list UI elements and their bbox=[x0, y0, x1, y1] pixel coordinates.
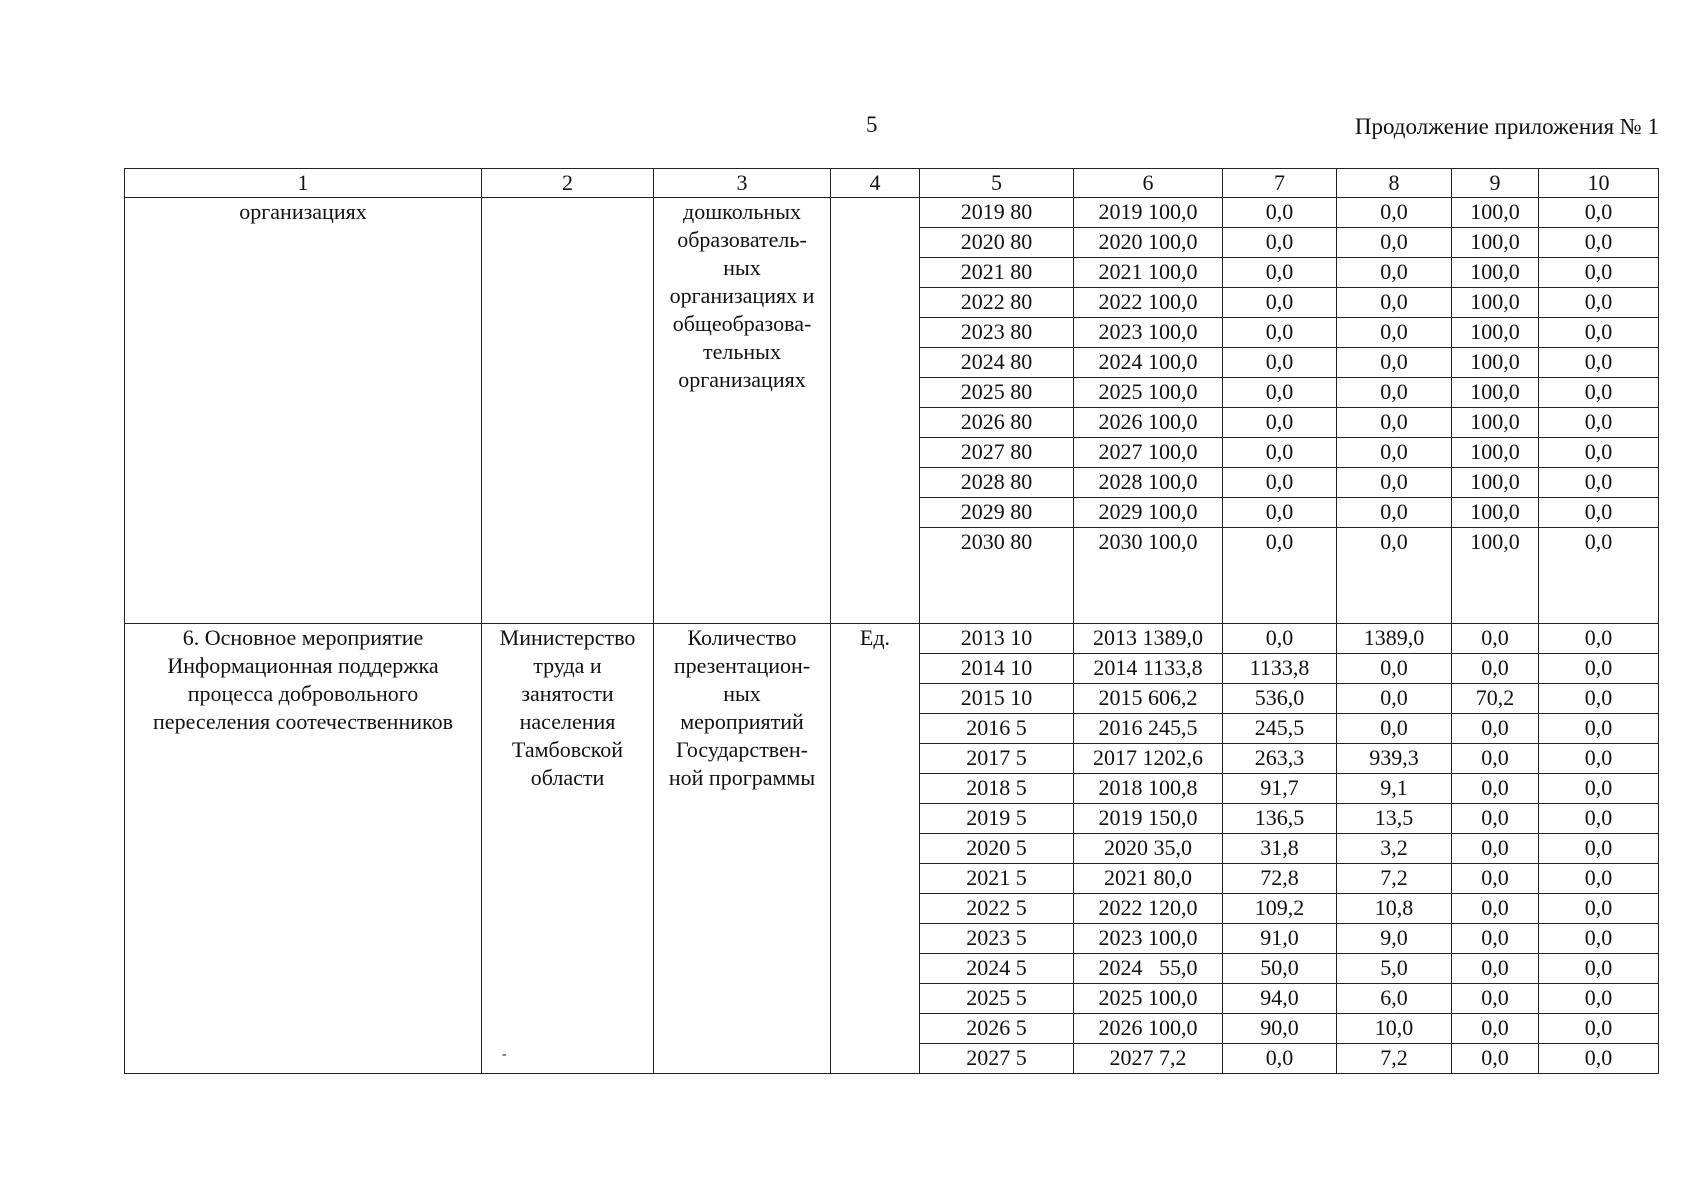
section1-executor bbox=[482, 198, 654, 624]
text-line: мероприятий bbox=[680, 709, 804, 734]
cell-c10: 0,0 bbox=[1539, 774, 1659, 804]
cell-c5: 2023 80 bbox=[920, 318, 1074, 348]
cell-c5: 2028 80 bbox=[920, 468, 1074, 498]
cell-c10: 0,0 bbox=[1539, 714, 1659, 744]
text-line: организациях bbox=[678, 367, 806, 392]
cell-c5: 2024 80 bbox=[920, 348, 1074, 378]
cell-c6: 2026 100,0 bbox=[1074, 1014, 1223, 1044]
cell-c9: 100,0 bbox=[1452, 258, 1539, 288]
text-line: дошкольных bbox=[683, 199, 801, 224]
cell-c7: 0,0 bbox=[1223, 228, 1337, 258]
cell-c7: 0,0 bbox=[1223, 528, 1337, 624]
cell-c6: 2020 35,0 bbox=[1074, 834, 1223, 864]
cell-c7: 0,0 bbox=[1223, 624, 1337, 654]
section2-executor bbox=[482, 624, 654, 1074]
cell-c10: 0,0 bbox=[1539, 1014, 1659, 1044]
cell-c9: 0,0 bbox=[1452, 864, 1539, 894]
text-line: организациях и bbox=[669, 283, 815, 308]
cell-c9: 0,0 bbox=[1452, 894, 1539, 924]
cell-c5: 2020 80 bbox=[920, 228, 1074, 258]
column-number-5: 5 bbox=[920, 169, 1074, 198]
cell-c5: 2025 5 bbox=[920, 984, 1074, 1014]
cell-c6: 2018 100,8 bbox=[1074, 774, 1223, 804]
cell-c10: 0,0 bbox=[1539, 954, 1659, 984]
cell-c9: 0,0 bbox=[1452, 954, 1539, 984]
cell-c7: 245,5 bbox=[1223, 714, 1337, 744]
stray-mark: - bbox=[502, 1047, 507, 1062]
cell-c9: 100,0 bbox=[1452, 498, 1539, 528]
cell-c6: 2017 1202,6 bbox=[1074, 744, 1223, 774]
cell-c8: 0,0 bbox=[1337, 258, 1452, 288]
cell-c9: 100,0 bbox=[1452, 528, 1539, 624]
cell-c8: 0,0 bbox=[1337, 528, 1452, 624]
cell-c5: 2023 5 bbox=[920, 924, 1074, 954]
section2-indicator bbox=[654, 624, 831, 1074]
cell-c8: 0,0 bbox=[1337, 318, 1452, 348]
cell-c10: 0,0 bbox=[1539, 654, 1659, 684]
text-line: Государствен- bbox=[676, 737, 808, 762]
cell-c9: 100,0 bbox=[1452, 408, 1539, 438]
text-line: населения bbox=[519, 709, 616, 734]
cell-c8: 9,0 bbox=[1337, 924, 1452, 954]
cell-c5: 2020 5 bbox=[920, 834, 1074, 864]
text-line: Количество bbox=[687, 625, 797, 650]
cell-c7: 91,0 bbox=[1223, 924, 1337, 954]
section1-name: организациях bbox=[125, 198, 482, 624]
cell-c8: 10,8 bbox=[1337, 894, 1452, 924]
text-line: презентацион- bbox=[673, 653, 811, 678]
cell-c10: 0,0 bbox=[1539, 348, 1659, 378]
cell-c6: 2029 100,0 bbox=[1074, 498, 1223, 528]
cell-c5: 2027 80 bbox=[920, 438, 1074, 468]
cell-c10: 0,0 bbox=[1539, 804, 1659, 834]
cell-c9: 0,0 bbox=[1452, 774, 1539, 804]
cell-c8: 0,0 bbox=[1337, 654, 1452, 684]
cell-c7: 0,0 bbox=[1223, 348, 1337, 378]
cell-c7: 0,0 bbox=[1223, 318, 1337, 348]
cell-c7: 1133,8 bbox=[1223, 654, 1337, 684]
cell-c7: 0,0 bbox=[1223, 1044, 1337, 1074]
cell-c10: 0,0 bbox=[1539, 318, 1659, 348]
cell-c7: 94,0 bbox=[1223, 984, 1337, 1014]
cell-c7: 91,7 bbox=[1223, 774, 1337, 804]
cell-c7: 31,8 bbox=[1223, 834, 1337, 864]
cell-c9: 100,0 bbox=[1452, 318, 1539, 348]
cell-c6: 2021 100,0 bbox=[1074, 258, 1223, 288]
cell-c6: 2028 100,0 bbox=[1074, 468, 1223, 498]
section1-unit bbox=[831, 198, 920, 624]
cell-c10: 0,0 bbox=[1539, 864, 1659, 894]
cell-c8: 0,0 bbox=[1337, 408, 1452, 438]
cell-c8: 3,2 bbox=[1337, 834, 1452, 864]
cell-c7: 0,0 bbox=[1223, 198, 1337, 228]
cell-c9: 0,0 bbox=[1452, 654, 1539, 684]
cell-c6: 2027 7,2 bbox=[1074, 1044, 1223, 1074]
cell-c7: 0,0 bbox=[1223, 438, 1337, 468]
cell-c10: 0,0 bbox=[1539, 228, 1659, 258]
cell-c5: 2021 5 bbox=[920, 864, 1074, 894]
cell-c9: 100,0 bbox=[1452, 468, 1539, 498]
text-line: труда и bbox=[533, 653, 602, 678]
cell-c6: 2020 100,0 bbox=[1074, 228, 1223, 258]
cell-c6: 2026 100,0 bbox=[1074, 408, 1223, 438]
text-line: Информационная поддержка bbox=[167, 653, 439, 678]
cell-c9: 100,0 bbox=[1452, 198, 1539, 228]
cell-c8: 0,0 bbox=[1337, 438, 1452, 468]
text-line: ных bbox=[723, 681, 761, 706]
cell-c10: 0,0 bbox=[1539, 834, 1659, 864]
cell-c5: 2018 5 bbox=[920, 774, 1074, 804]
cell-c7: 263,3 bbox=[1223, 744, 1337, 774]
cell-c5: 2019 5 bbox=[920, 804, 1074, 834]
appendix-table bbox=[124, 168, 1659, 1074]
cell-c9: 0,0 bbox=[1452, 624, 1539, 654]
cell-c8: 0,0 bbox=[1337, 228, 1452, 258]
text-line: процесса добровольного bbox=[187, 681, 419, 706]
cell-c9: 0,0 bbox=[1452, 1044, 1539, 1074]
cell-c7: 0,0 bbox=[1223, 468, 1337, 498]
cell-c9: 70,2 bbox=[1452, 684, 1539, 714]
cell-c9: 0,0 bbox=[1452, 714, 1539, 744]
cell-c6: 2024 100,0 bbox=[1074, 348, 1223, 378]
cell-c6: 2014 1133,8 bbox=[1074, 654, 1223, 684]
section1-indicator bbox=[654, 198, 831, 624]
cell-c9: 0,0 bbox=[1452, 924, 1539, 954]
cell-c9: 0,0 bbox=[1452, 984, 1539, 1014]
cell-c6: 2016 245,5 bbox=[1074, 714, 1223, 744]
cell-c5: 2029 80 bbox=[920, 498, 1074, 528]
cell-c6: 2019 150,0 bbox=[1074, 804, 1223, 834]
cell-c10: 0,0 bbox=[1539, 528, 1659, 624]
section2-name bbox=[125, 624, 482, 1074]
column-number-3: 3 bbox=[654, 169, 831, 198]
table-row bbox=[125, 198, 1659, 228]
cell-c5: 2017 5 bbox=[920, 744, 1074, 774]
cell-c7: 0,0 bbox=[1223, 288, 1337, 318]
text-line: ной программы bbox=[668, 765, 816, 790]
cell-c10: 0,0 bbox=[1539, 744, 1659, 774]
cell-c8: 13,5 bbox=[1337, 804, 1452, 834]
cell-c10: 0,0 bbox=[1539, 198, 1659, 228]
cell-c7: 0,0 bbox=[1223, 258, 1337, 288]
column-number-9: 9 bbox=[1452, 169, 1539, 198]
cell-c5: 2014 10 bbox=[920, 654, 1074, 684]
text-line: ных bbox=[723, 255, 761, 280]
text-line: области bbox=[530, 765, 605, 790]
text-line: переселения соотечественников bbox=[153, 709, 453, 734]
cell-c5: 2022 5 bbox=[920, 894, 1074, 924]
text-line: общеобразова- bbox=[672, 311, 812, 336]
cell-c9: 0,0 bbox=[1452, 1014, 1539, 1044]
cell-c10: 0,0 bbox=[1539, 924, 1659, 954]
cell-c8: 7,2 bbox=[1337, 1044, 1452, 1074]
column-number-7: 7 bbox=[1223, 169, 1337, 198]
cell-c9: 0,0 bbox=[1452, 834, 1539, 864]
cell-c8: 1389,0 bbox=[1337, 624, 1452, 654]
cell-c10: 0,0 bbox=[1539, 894, 1659, 924]
cell-c5: 2021 80 bbox=[920, 258, 1074, 288]
cell-c10: 0,0 bbox=[1539, 984, 1659, 1014]
cell-c8: 7,2 bbox=[1337, 864, 1452, 894]
cell-c6: 2021 80,0 bbox=[1074, 864, 1223, 894]
cell-c10: 0,0 bbox=[1539, 624, 1659, 654]
cell-c7: 50,0 bbox=[1223, 954, 1337, 984]
cell-c8: 0,0 bbox=[1337, 378, 1452, 408]
cell-c6: 2023 100,0 bbox=[1074, 318, 1223, 348]
cell-c10: 0,0 bbox=[1539, 684, 1659, 714]
cell-c6: 2015 606,2 bbox=[1074, 684, 1223, 714]
table-body bbox=[125, 169, 1659, 1074]
cell-c5: 2022 80 bbox=[920, 288, 1074, 318]
text-line: Тамбовской bbox=[511, 737, 624, 762]
cell-c10: 0,0 bbox=[1539, 438, 1659, 468]
cell-c6: 2025 100,0 bbox=[1074, 984, 1223, 1014]
cell-c7: 72,8 bbox=[1223, 864, 1337, 894]
column-number-10: 10 bbox=[1539, 169, 1659, 198]
cell-c10: 0,0 bbox=[1539, 408, 1659, 438]
cell-c6: 2022 100,0 bbox=[1074, 288, 1223, 318]
cell-c5: 2019 80 bbox=[920, 198, 1074, 228]
cell-c6: 2025 100,0 bbox=[1074, 378, 1223, 408]
cell-c7: 0,0 bbox=[1223, 408, 1337, 438]
cell-c5: 2026 5 bbox=[920, 1014, 1074, 1044]
cell-c5: 2030 80 bbox=[920, 528, 1074, 624]
continuation-note: Продолжение приложения № 1 bbox=[1354, 114, 1659, 139]
cell-c10: 0,0 bbox=[1539, 1044, 1659, 1074]
cell-c7: 536,0 bbox=[1223, 684, 1337, 714]
text-line: Министерство bbox=[499, 625, 636, 650]
cell-c7: 0,0 bbox=[1223, 378, 1337, 408]
cell-c8: 0,0 bbox=[1337, 288, 1452, 318]
column-number-row bbox=[125, 169, 1659, 198]
cell-c5: 2027 5 bbox=[920, 1044, 1074, 1074]
cell-c10: 0,0 bbox=[1539, 288, 1659, 318]
cell-c9: 0,0 bbox=[1452, 804, 1539, 834]
text-line: 6. Основное мероприятие bbox=[182, 625, 424, 650]
cell-c6: 2024 55,0 bbox=[1074, 954, 1223, 984]
column-number-8: 8 bbox=[1337, 169, 1452, 198]
cell-c9: 100,0 bbox=[1452, 378, 1539, 408]
cell-c8: 9,1 bbox=[1337, 774, 1452, 804]
table-row bbox=[125, 624, 1659, 654]
cell-c9: 100,0 bbox=[1452, 438, 1539, 468]
cell-c8: 0,0 bbox=[1337, 348, 1452, 378]
column-number-2: 2 bbox=[482, 169, 654, 198]
column-number-4: 4 bbox=[831, 169, 920, 198]
cell-c10: 0,0 bbox=[1539, 258, 1659, 288]
text-line: образователь- bbox=[677, 227, 807, 252]
cell-c6: 2030 100,0 bbox=[1074, 528, 1223, 624]
column-number-1: 1 bbox=[125, 169, 482, 198]
cell-c9: 100,0 bbox=[1452, 288, 1539, 318]
cell-c5: 2026 80 bbox=[920, 408, 1074, 438]
cell-c8: 6,0 bbox=[1337, 984, 1452, 1014]
cell-c8: 5,0 bbox=[1337, 954, 1452, 984]
cell-c5: 2016 5 bbox=[920, 714, 1074, 744]
cell-c10: 0,0 bbox=[1539, 498, 1659, 528]
cell-c10: 0,0 bbox=[1539, 378, 1659, 408]
cell-c8: 0,0 bbox=[1337, 714, 1452, 744]
cell-c9: 100,0 bbox=[1452, 228, 1539, 258]
cell-c6: 2013 1389,0 bbox=[1074, 624, 1223, 654]
cell-c10: 0,0 bbox=[1539, 468, 1659, 498]
cell-c6: 2023 100,0 bbox=[1074, 924, 1223, 954]
cell-c8: 0,0 bbox=[1337, 468, 1452, 498]
section2-unit: Ед. bbox=[831, 624, 920, 1074]
cell-c7: 136,5 bbox=[1223, 804, 1337, 834]
text-line: занятости bbox=[521, 681, 614, 706]
cell-c5: 2015 10 bbox=[920, 684, 1074, 714]
cell-c5: 2024 5 bbox=[920, 954, 1074, 984]
cell-c6: 2027 100,0 bbox=[1074, 438, 1223, 468]
cell-c7: 109,2 bbox=[1223, 894, 1337, 924]
column-number-6: 6 bbox=[1074, 169, 1223, 198]
cell-c5: 2013 10 bbox=[920, 624, 1074, 654]
cell-c5: 2025 80 bbox=[920, 378, 1074, 408]
cell-c8: 10,0 bbox=[1337, 1014, 1452, 1044]
page-number: 5 bbox=[866, 112, 878, 137]
cell-c6: 2022 120,0 bbox=[1074, 894, 1223, 924]
cell-c9: 0,0 bbox=[1452, 744, 1539, 774]
cell-c7: 90,0 bbox=[1223, 1014, 1337, 1044]
cell-c8: 939,3 bbox=[1337, 744, 1452, 774]
cell-c8: 0,0 bbox=[1337, 684, 1452, 714]
cell-c8: 0,0 bbox=[1337, 498, 1452, 528]
cell-c7: 0,0 bbox=[1223, 498, 1337, 528]
cell-c9: 100,0 bbox=[1452, 348, 1539, 378]
cell-c8: 0,0 bbox=[1337, 198, 1452, 228]
text-line: тельных bbox=[703, 339, 781, 364]
cell-c6: 2019 100,0 bbox=[1074, 198, 1223, 228]
